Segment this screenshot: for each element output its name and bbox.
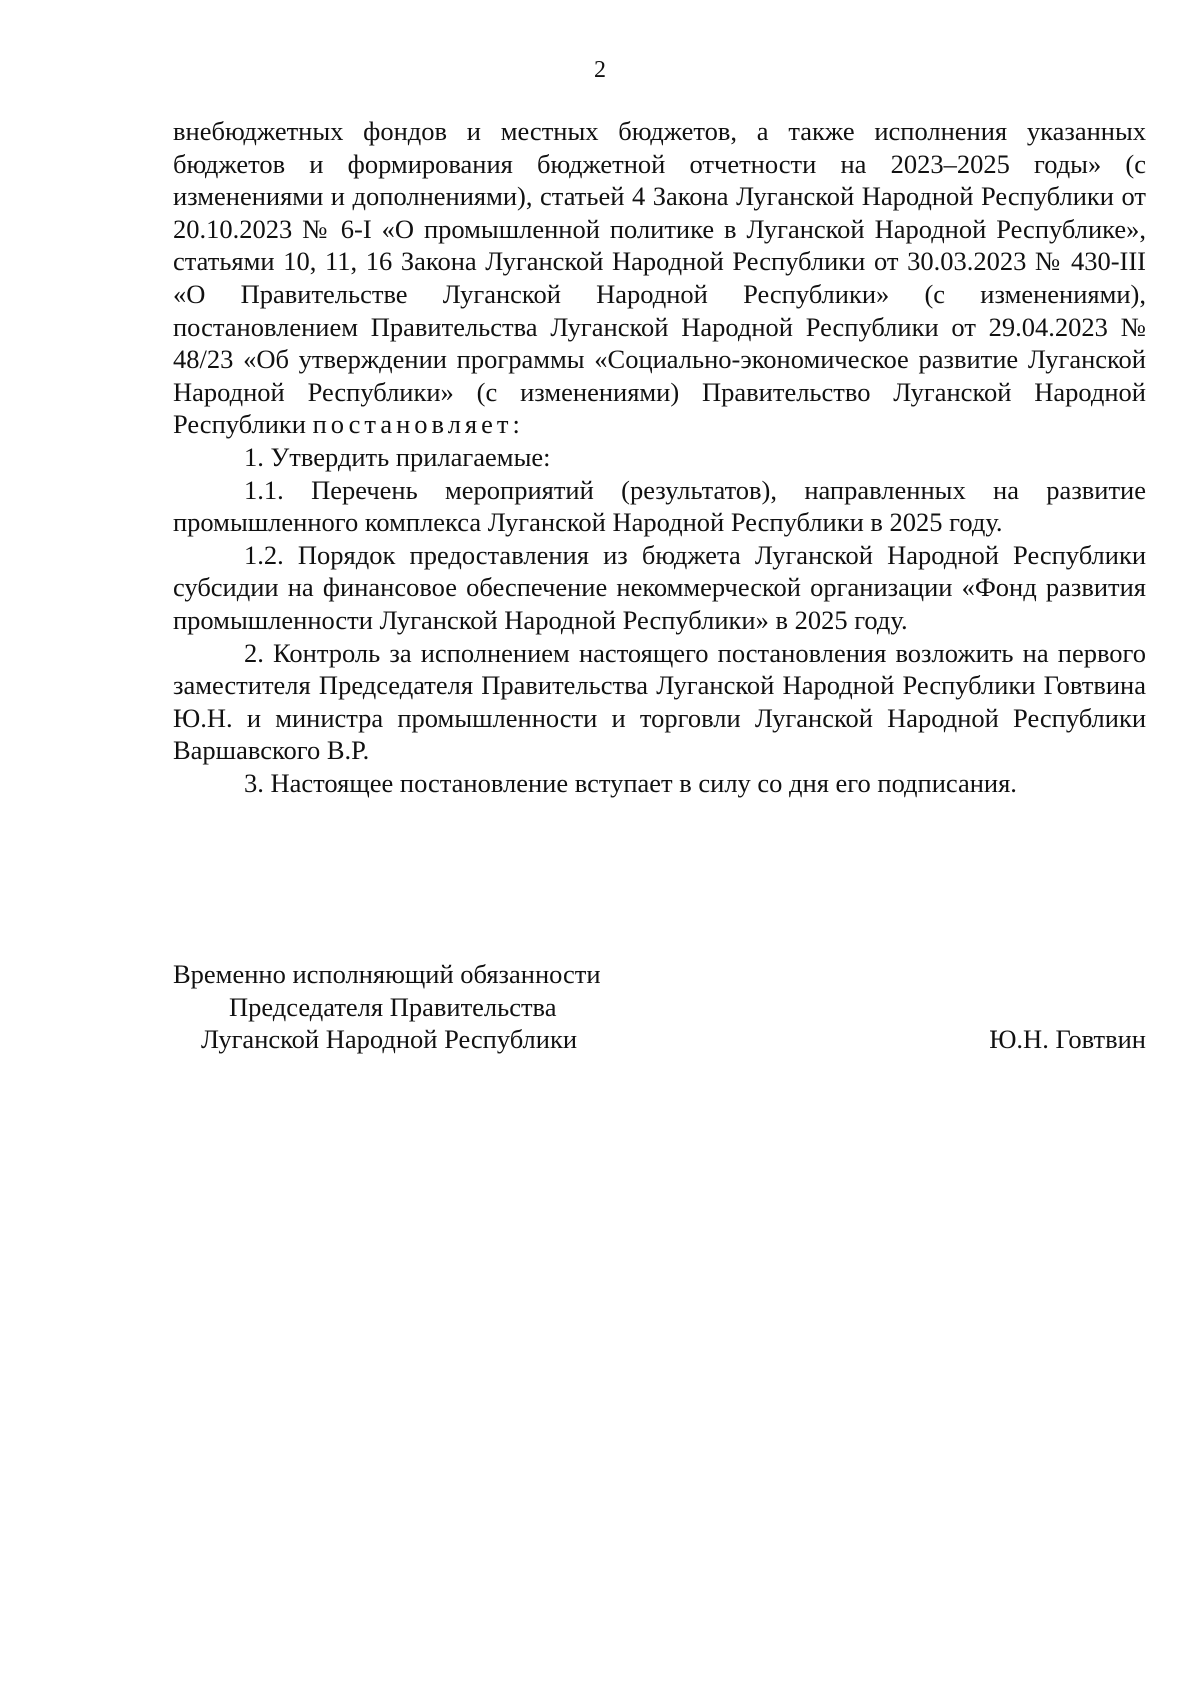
paragraph-item-3: 3. Настоящее постановление вступает в силу со дня его подписания.: [244, 767, 1017, 798]
page-number: 2: [594, 57, 606, 83]
signatory-name: Ю.Н. Говтвин: [989, 1024, 1146, 1055]
signatory-title-line-2: Председателя Правительства: [229, 991, 557, 1022]
paragraph-item-2: 2. Контроль за исполнением настоящего постановления возложить на первого заместителя Председателя Правительства Луганской Народной Республики Говтвина Ю.Н. и министра промышленности и торговли Луганской Народной Республики Варшавского В.Р.: [173, 637, 1146, 766]
signature-block: [173, 958, 1146, 1056]
paragraph-intro: [173, 115, 1146, 441]
document-body: [173, 115, 1146, 799]
paragraph-item-1-2: 1.2. Порядок предоставления из бюджета Луганской Народной Республики субсидии на финансовое обеспечение некоммерческой организации «Фонд развития промышленности Луганской Народной Республики» в 2025 году.: [173, 539, 1146, 635]
paragraph-item-1-1: 1.1. Перечень мероприятий (результатов), направленных на развитие промышленного комплекса Луганской Народной Республики в 2025 году.: [173, 474, 1146, 538]
signatory-title-line-1: Временно исполняющий обязанности: [173, 959, 601, 989]
paragraph-item-1: 1. Утвердить прилагаемые:: [244, 441, 551, 472]
resolves-word: постановляет:: [312, 409, 524, 440]
intro-text: внебюджетных фондов и местных бюджетов, а также исполнения указанных бюджетов и формирования бюджетной отчетности на 2023–2025 годы» (с изменениями и дополнениями), статьей 4 Закона Луганской Народной Республики от 20.10.2023 № 6-I «О промышленной политике в Луганской Народной Республике», статьями 10, 11, 16 Закона Луганской Народной Республики от 30.03.2023 № 430-III «О Правительстве Луганской Народной Республики» (с изменениями), постановлением Правительства Луганской Народной Республики от 29.04.2023 № 48/23 «Об утверждении программы «Социально-экономическое развитие Луганской Народной Республики» (с изменениями) Правительство Луганской Народной Республики: [173, 116, 1146, 440]
signatory-title-line-3: Луганской Народной Республики: [201, 1024, 578, 1055]
